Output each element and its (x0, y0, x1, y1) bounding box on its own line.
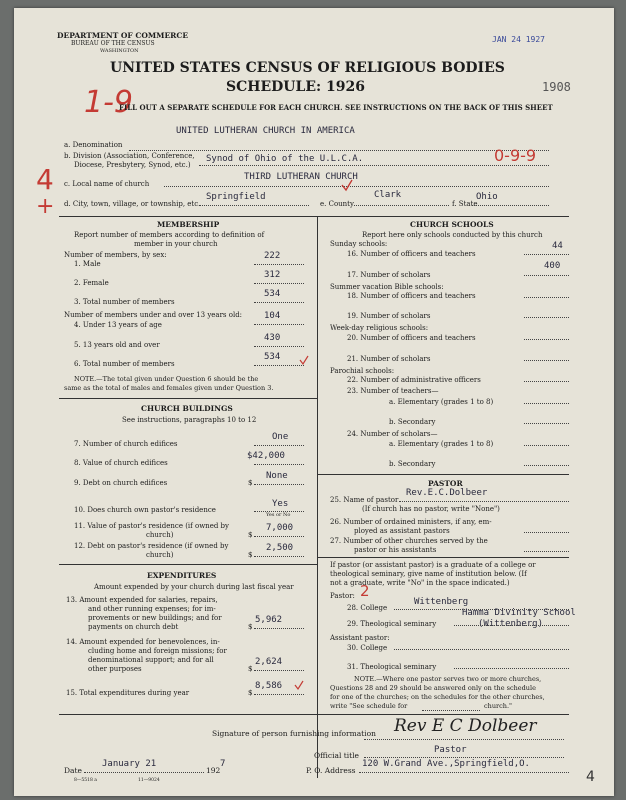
q19-label: 19. Number of scholars (347, 312, 431, 320)
q17-label: 17. Number of scholars (347, 271, 431, 279)
q26-line (524, 532, 569, 533)
schedule-title: SCHEDULE: 1926 (226, 79, 366, 95)
q5-value: 430 (264, 333, 281, 343)
q14-line-3: denominational support; and for all (88, 656, 214, 664)
instruction-line: FILL OUT A SEPARATE SCHEDULE FOR EACH CHURCH. SEE INSTRUCTIONS ON THE BACK OF THIS SHEET (119, 103, 553, 112)
q23a-label: a. Elementary (grades 1 to 8) (389, 398, 494, 406)
city-label: d. City, town, village, or township, etc. (64, 200, 201, 208)
q1-value: 222 (264, 251, 281, 261)
buildings-heading: CHURCH BUILDINGS (141, 404, 233, 413)
q12-label-2: church) (146, 551, 174, 559)
schools-heading: CHURCH SCHOOLS (410, 220, 494, 229)
q13-line (254, 628, 304, 629)
q16-label: 16. Number of officers and teachers (347, 250, 476, 258)
title-value: Pastor (434, 745, 467, 755)
q30-line (394, 649, 569, 650)
q14-value: 2,624 (255, 657, 283, 667)
q11-value: 7,000 (266, 523, 294, 533)
q17-value: 400 (544, 261, 561, 271)
q11-line (254, 536, 304, 537)
grad-line-2: theological seminary, give name of institution below. (If (330, 570, 527, 578)
local-name-line (164, 186, 549, 187)
membership-heading: MEMBERSHIP (157, 220, 220, 229)
q11-label: 11. Value of pastor's residence (if owned by (74, 522, 229, 530)
form-code-2: 11—9024 (138, 778, 160, 783)
file-number: 1908 (542, 80, 571, 94)
q21-label: 21. Number of scholars (347, 355, 431, 363)
title-line (364, 757, 564, 758)
q7-value: One (272, 432, 289, 442)
q22-line (524, 381, 569, 382)
q24b-label: b. Secondary (389, 460, 436, 468)
q20-label: 20. Number of officers and teachers (347, 334, 476, 342)
q23-label: 23. Number of teachers— (347, 387, 439, 395)
q24a-line (524, 445, 569, 446)
q5-line (254, 346, 304, 347)
year-suffix: 7 (220, 759, 226, 769)
division-line (199, 165, 549, 166)
q1-line (254, 264, 304, 265)
q13-line-4: payments on church debt (88, 623, 179, 631)
q25-label: 25. Name of pastor (330, 496, 399, 504)
division-code: 0-9-9 (494, 146, 537, 165)
q9-dollar: $ (248, 479, 253, 487)
q27-line (524, 551, 569, 552)
q30-label: 30. College (347, 644, 388, 652)
q28-value: Wittenberg (414, 597, 469, 607)
q3-value: 534 (264, 289, 281, 299)
rule-buildings (59, 564, 317, 565)
rule-bottom (59, 714, 569, 715)
membership-note: NOTE.—The total given under Question 6 should be the (74, 375, 259, 383)
census-form (14, 8, 614, 796)
state-label: f. State (452, 200, 478, 208)
date-stamp: JAN 24 1927 (492, 35, 545, 44)
q19-line (524, 317, 569, 318)
annotation-side: 4 (36, 163, 54, 196)
q25-line (399, 501, 569, 502)
q13-value: 5,962 (255, 615, 283, 625)
age-intro: Number of members under and over 13 years old: (64, 311, 243, 319)
form-code: 8—5518 a (74, 778, 97, 783)
q27-label: 27. Number of other churches served by the (330, 537, 488, 545)
city-line (199, 205, 309, 206)
by-sex-label: Number of members, by sex: (64, 251, 167, 259)
rule-schools (317, 474, 569, 475)
address-label: P. O. Address (306, 766, 356, 775)
corner-mark: 4 (586, 769, 595, 785)
q15-dollar: $ (248, 689, 253, 697)
pastor-mark: 2 (360, 582, 370, 600)
check-icon-local-name (340, 178, 354, 192)
address-value: 120 W.Grand Ave.,Springfield,O. (362, 759, 530, 769)
q16-line (524, 254, 569, 255)
weekday-label: Week-day religious schools: (330, 324, 429, 332)
bureau-name: BUREAU OF THE CENSUS (71, 40, 155, 47)
county-value: Clark (374, 190, 402, 200)
q2-label: 2. Female (74, 279, 109, 287)
assistant-label: Assistant pastor: (330, 634, 390, 642)
q22-label: 22. Number of administrative officers (347, 376, 481, 384)
pastor-note-blank (422, 710, 480, 711)
q8-line (254, 464, 304, 465)
q7-line (254, 445, 304, 446)
q16-value: 44 (552, 241, 563, 251)
q14-dollar: $ (248, 665, 253, 673)
q27-label-2: pastor or his assistants (354, 546, 437, 554)
q21-line (524, 360, 569, 361)
q14-line (254, 670, 304, 671)
q14-line-2: cluding home and foreign missions; for (88, 647, 227, 655)
q12-line (254, 556, 304, 557)
state-value: Ohio (476, 192, 498, 202)
q24b-line (524, 465, 569, 466)
q3-label: 3. Total number of members (74, 298, 175, 306)
q10-hint: Yes or No (266, 512, 291, 518)
q18-line (524, 297, 569, 298)
q18-label: 18. Number of officers and teachers (347, 292, 476, 300)
schools-sub: Report here only schools conducted by this church (362, 231, 543, 239)
q11-dollar: $ (248, 531, 253, 539)
q23b-label: b. Secondary (389, 418, 436, 426)
year-prefix: 192 (206, 766, 221, 775)
membership-intro: Report number of members according to definition of (74, 231, 265, 239)
annotation-top-left: 1-9 (84, 85, 133, 120)
parochial-label: Parochial schools: (330, 367, 395, 375)
q31-line (454, 668, 569, 669)
pastor-note-2: Questions 28 and 29 should be answered only on the schedule (330, 684, 536, 692)
q15-line (254, 694, 304, 695)
signature: Rev E C Dolbeer (394, 716, 537, 736)
city-value: Springfield (206, 192, 266, 202)
q10-label: 10. Does church own pastor's residence (74, 506, 216, 514)
buildings-sub: See instructions, paragraphs 10 to 12 (122, 416, 257, 424)
signature-line (364, 739, 564, 740)
date-line (84, 772, 204, 773)
q25-hint: (If church has no pastor, write "None") (362, 505, 500, 513)
local-name-value: THIRD LUTHERAN CHURCH (244, 172, 358, 182)
q29-line (454, 625, 569, 626)
division-label: b. Division (Association, Conference, (64, 152, 195, 160)
pastor-heading: PASTOR (428, 479, 463, 488)
q13-line-2: and other running expenses; for im- (88, 605, 216, 613)
check-icon-q15 (293, 679, 305, 691)
local-name-label: c. Local name of church (64, 180, 150, 188)
signature-label: Signature of person furnishing information (212, 729, 376, 738)
membership-intro-2: member in your church (134, 240, 218, 248)
q12-label: 12. Debt on pastor's residence (if owned by (74, 542, 229, 550)
county-line (354, 205, 449, 206)
vacation-label: Summer vacation Bible schools: (330, 283, 444, 291)
q9-value: None (266, 471, 288, 481)
division-value: Synod of Ohio of the U.L.C.A. (206, 154, 364, 164)
q31-label: 31. Theological seminary (347, 663, 437, 671)
q9-line (254, 484, 304, 485)
q4-line (254, 324, 304, 325)
form-title: UNITED STATES CENSUS OF RELIGIOUS BODIES (110, 60, 505, 76)
q11-label-2: church) (146, 531, 174, 539)
membership-note-2: same as the total of males and females given under Question 3. (64, 384, 274, 392)
q14-line-4: other purposes (88, 665, 142, 673)
sunday-label: Sunday schools: (330, 240, 388, 248)
q29-value: Hamma Divinity School (462, 608, 576, 618)
state-line (472, 205, 549, 206)
q6-label: 6. Total number of members (74, 360, 175, 368)
q15-label: 15. Total expenditures during year (66, 689, 190, 697)
division-label-2: Diocese, Presbytery, Synod, etc.) (74, 161, 191, 169)
q4-value: 104 (264, 311, 281, 321)
q17-line (524, 275, 569, 276)
rule-top (59, 216, 569, 217)
department-name: DEPARTMENT OF COMMERCE (57, 31, 189, 40)
date-label: Date (64, 766, 82, 775)
annotation-plus: + (36, 194, 55, 219)
q4-label: 4. Under 13 years of age (74, 321, 162, 329)
pastor-note-1: NOTE.—Where one pastor serves two or more churches, (354, 675, 542, 683)
q8-value: $42,000 (247, 451, 285, 461)
grad-line-3: not a graduate, write "No" in the space indicated.) (330, 579, 510, 587)
q10-value: Yes (272, 499, 289, 509)
q23b-line (524, 423, 569, 424)
denomination-line (129, 150, 549, 151)
denomination-value: UNITED LUTHERAN CHURCH IN AMERICA (176, 126, 355, 136)
q9-label: 9. Debt on church edifices (74, 479, 168, 487)
q8-label: 8. Value of church edifices (74, 459, 168, 467)
q23a-line (524, 403, 569, 404)
q2-value: 312 (264, 270, 281, 280)
q13-line-1: 13. Amount expended for salaries, repairs, (66, 596, 218, 604)
rule-membership (59, 398, 317, 399)
expenditures-heading: EXPENDITURES (147, 571, 217, 580)
q25-value: Rev.E.C.Dolbeer (406, 488, 488, 498)
q20-line (524, 339, 569, 340)
check-icon-q6 (298, 354, 310, 366)
grad-line-1: If pastor (or assistant pastor) is a graduate of a college or (330, 561, 536, 569)
bureau-city: WASHINGTON (100, 48, 139, 54)
title-label: Official title (314, 751, 359, 760)
q26-label: 26. Number of ordained ministers, if any, em- (330, 518, 492, 526)
expenditures-sub: Amount expended by your church during last fiscal year (94, 583, 294, 591)
pastor-note-5: church." (484, 702, 513, 710)
q15-value: 8,586 (255, 681, 283, 691)
county-label: e. County (320, 200, 354, 208)
pastor-sub-label: Pastor: (330, 592, 355, 600)
date-value: January 21 (102, 759, 157, 769)
q24-label: 24. Number of scholars— (347, 430, 438, 438)
q13-dollar: $ (248, 623, 253, 631)
q13-line-3: provements or new buildings; and for (88, 614, 222, 622)
q1-label: 1. Male (74, 260, 101, 268)
address-line (359, 772, 569, 773)
rule-pastor (317, 557, 569, 558)
q12-dollar: $ (248, 551, 253, 559)
q29-label: 29. Theological seminary (347, 620, 437, 628)
q6-value: 534 (264, 352, 281, 362)
q26-label-2: ployed as assistant pastors (354, 527, 450, 535)
q29-value-2: (Wittenberg) (478, 619, 544, 629)
q5-label: 5. 13 years old and over (74, 341, 160, 349)
pastor-note-3: for one of the churches; on the schedules for the other churches, (330, 693, 545, 701)
q14-line-1: 14. Amount expended for benevolences, in- (66, 638, 220, 646)
q6-line (254, 365, 304, 366)
center-divider (317, 216, 318, 778)
q24a-label: a. Elementary (grades 1 to 8) (389, 440, 494, 448)
q3-line (254, 302, 304, 303)
denomination-label: a. Denomination (64, 141, 123, 149)
q2-line (254, 283, 304, 284)
q28-label: 28. College (347, 604, 388, 612)
pastor-note-4: write "See schedule for (330, 702, 408, 710)
q7-label: 7. Number of church edifices (74, 440, 178, 448)
q12-value: 2,500 (266, 543, 294, 553)
